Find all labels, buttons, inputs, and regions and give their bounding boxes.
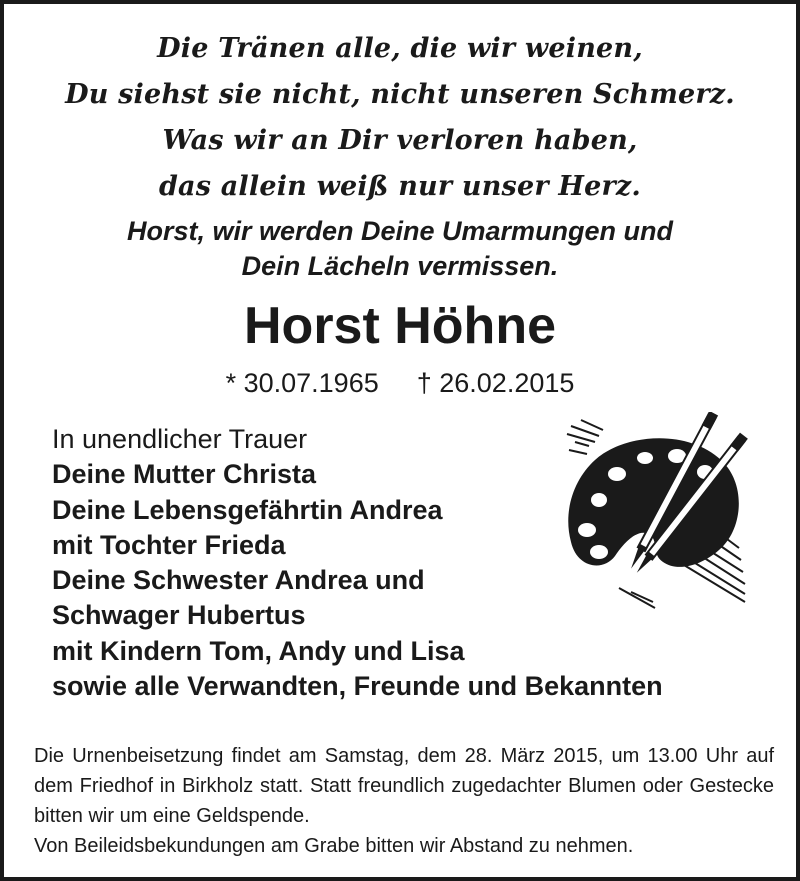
- death-date: † 26.02.2015: [416, 368, 575, 398]
- deceased-name: Horst Höhne: [244, 297, 556, 355]
- tribute-line: Horst, wir werden Deine Umarmungen und: [126, 216, 674, 246]
- mourner-line: mit Kindern Tom, Andy und Lisa: [52, 635, 465, 666]
- poem-line: das allein weiß nur unser Herz.: [158, 171, 642, 202]
- funeral-notice: [34, 741, 774, 861]
- mourner-line: sowie alle Verwandten, Freunde und Bekannten: [52, 671, 663, 702]
- tribute-line: Dein Lächeln vermissen.: [241, 251, 559, 281]
- poem: [4, 26, 796, 210]
- paint-palette-icon: [559, 412, 749, 612]
- poem-line: Die Tränen alle, die wir weinen,: [157, 33, 643, 64]
- burial-info: Die Urnenbeisetzung findet am Samstag, dem 28. März 2015, um 13.00 Uhr auf dem Friedhof in Birkholz statt. Statt freundlich zugedachter Blumen oder Gestecke bitten wir um eine Geldspende.: [34, 745, 774, 827]
- poem-line: Was wir an Dir verloren haben,: [162, 125, 638, 156]
- poem-line: Du siehst sie nicht, nicht unseren Schmerz.: [65, 79, 735, 110]
- mourner-line: Deine Schwester Andrea und: [52, 565, 425, 596]
- life-dates: [4, 366, 796, 400]
- condolence-request: Von Beileidsbekundungen am Grabe bitten wir Abstand zu nehmen.: [34, 835, 634, 857]
- mourner-line: Deine Lebensgefährtin Andrea: [52, 494, 443, 525]
- mourner-line: Deine Mutter Christa: [52, 459, 317, 490]
- mourning-intro: In unendlicher Trauer: [52, 424, 308, 454]
- tribute-text: [4, 214, 796, 284]
- mourner-line: Schwager Hubertus: [52, 600, 306, 631]
- birth-date: * 30.07.1965: [225, 368, 379, 398]
- mourner-line: mit Tochter Frieda: [52, 529, 286, 560]
